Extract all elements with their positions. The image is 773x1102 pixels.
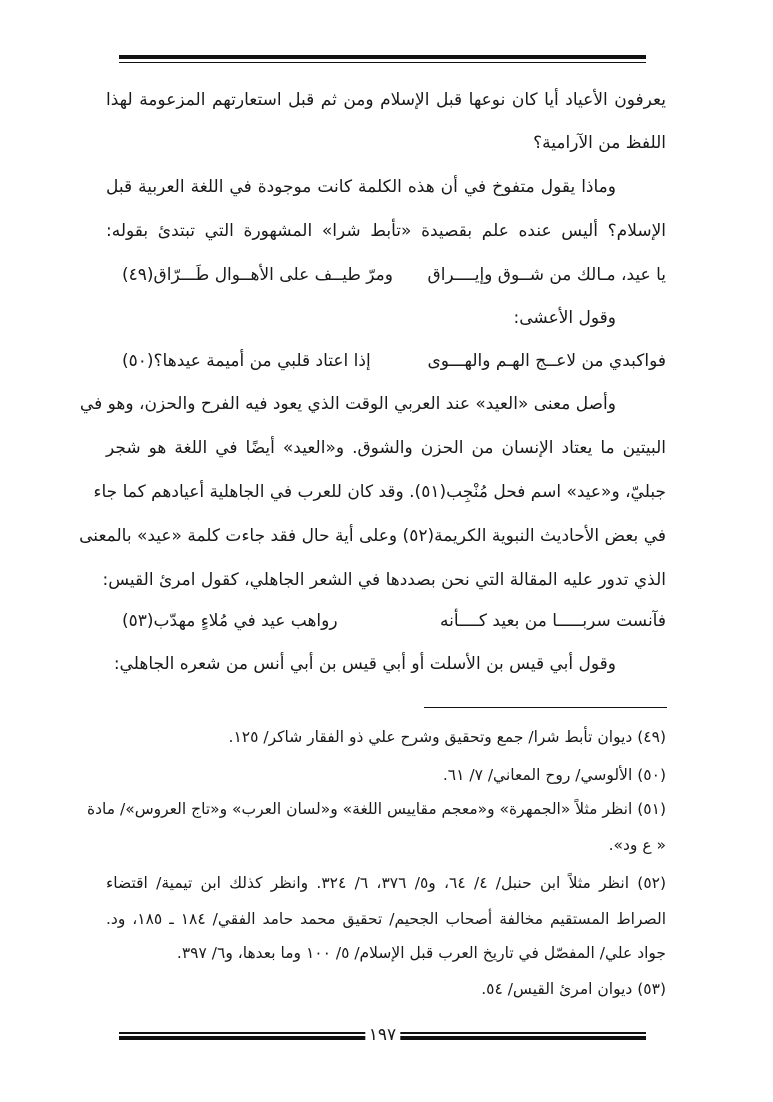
footnote-53: (٥٣) ديوان امرئ القيس/ ٥٤. [481,980,666,998]
footnote-49: (٤٩) ديوان تأبط شرا/ جمع وتحقيق وشرح علي ذو الفقار شاكر/ ١٢٥. [228,728,666,746]
text-line: اللفظ من الآرامية؟ [533,133,666,153]
footnote-51: (٥١) انظر مثلاً «الجمهرة» و«معجم مقاييس اللغة» و«لسان العرب» و«تاج العروس»/ مادة [87,800,666,818]
footnote-separator [424,707,667,708]
text-line: جبليّ، و«عيد» اسم فحل مُنْجِب(٥١). وقد كان للعرب في الجاهلية أعيادهم كما جاء [93,482,666,502]
verse-first-hemistich: فآنست سربـــــا من بعيد كــــأنه [439,611,666,631]
poem-verse [106,348,666,374]
verse-second-hemistich: ومرّ طيــف على الأهــوال طَـــرّاق(٤٩) [122,265,393,285]
poem-verse [106,608,666,634]
footnote-51-cont: « ع ود». [608,836,666,854]
header-rule-thin [119,62,646,63]
text-line: وماذا يقول متفوخ في أن هذه الكلمة كانت موجودة في اللغة العربية قبل [106,177,616,197]
verse-first-hemistich: فواكبدي من لاعــج الهـم والهـــوى [427,351,666,371]
page-footer [119,1025,646,1045]
header-rule-thick [119,55,646,59]
text-line: وقول الأعشى: [513,308,616,328]
page-number: ١٩٧ [365,1025,400,1045]
text-line: الإسلام؟ أليس عنده علم بقصيدة «تأبط شرا» المشهورة التي تبتدئ بقوله: [106,221,666,241]
verse-first-hemistich: يا عيد، مـالك من شــوق وإيــــراق [427,265,666,285]
text-line: يعرفون الأعياد أيا كان نوعها قبل الإسلام ومن ثم قبل استعارتهم المزعومة لهذا [106,90,666,110]
poem-verse [106,262,666,288]
verse-second-hemistich: إذا اعتاد قلبي من أميمة عيدها؟(٥٠) [122,351,371,371]
footnote-50: (٥٠) الألوسي/ روح المعاني/ ٧/ ٦١. [442,766,666,784]
text-line: وأصل معنى «العيد» عند العربي الوقت الذي يعود فيه الفرح والحزن، وهو في [79,394,616,414]
footnote-52: (٥٢) انظر مثلاً ابن حنبل/ ٤/ ٦٤، و٥/ ٣٧٦، ٦/ ٣٢٤. وانظر كذلك ابن تيمية/ اقتضاء [106,874,667,892]
text-line: وقول أبي قيس بن الأسلت أو أبي قيس بن أبي أنس من شعره الجاهلي: [113,654,616,674]
verse-second-hemistich: رواهب عيد في مُلاءٍ مهدّب(٥٣) [122,611,338,631]
text-line: البيتين ما يعتاد الإنسان من الحزن والشوق. و«العيد» أيضًا في اللغة هو شجر [106,438,666,458]
footnote-52-cont: جواد علي/ المفصّل في تاريخ العرب قبل الإسلام/ ٥/ ١٠٠ وما بعدها، و٦/ ٣٩٧. [176,944,666,962]
text-line: الذي تدور عليه المقالة التي نحن بصددها في الشعر الجاهلي، كقول امرئ القيس: [102,570,666,590]
footnote-52-cont: الصراط المستقيم مخالفة أصحاب الجحيم/ تحقيق محمد حامد الفقي/ ١٨٤ ـ ١٨٥، ود. [106,910,666,928]
text-line: في بعض الأحاديث النبوية الكريمة(٥٢) وعلى أية حال فقد جاءت كلمة «عيد» بالمعنى [79,526,666,546]
